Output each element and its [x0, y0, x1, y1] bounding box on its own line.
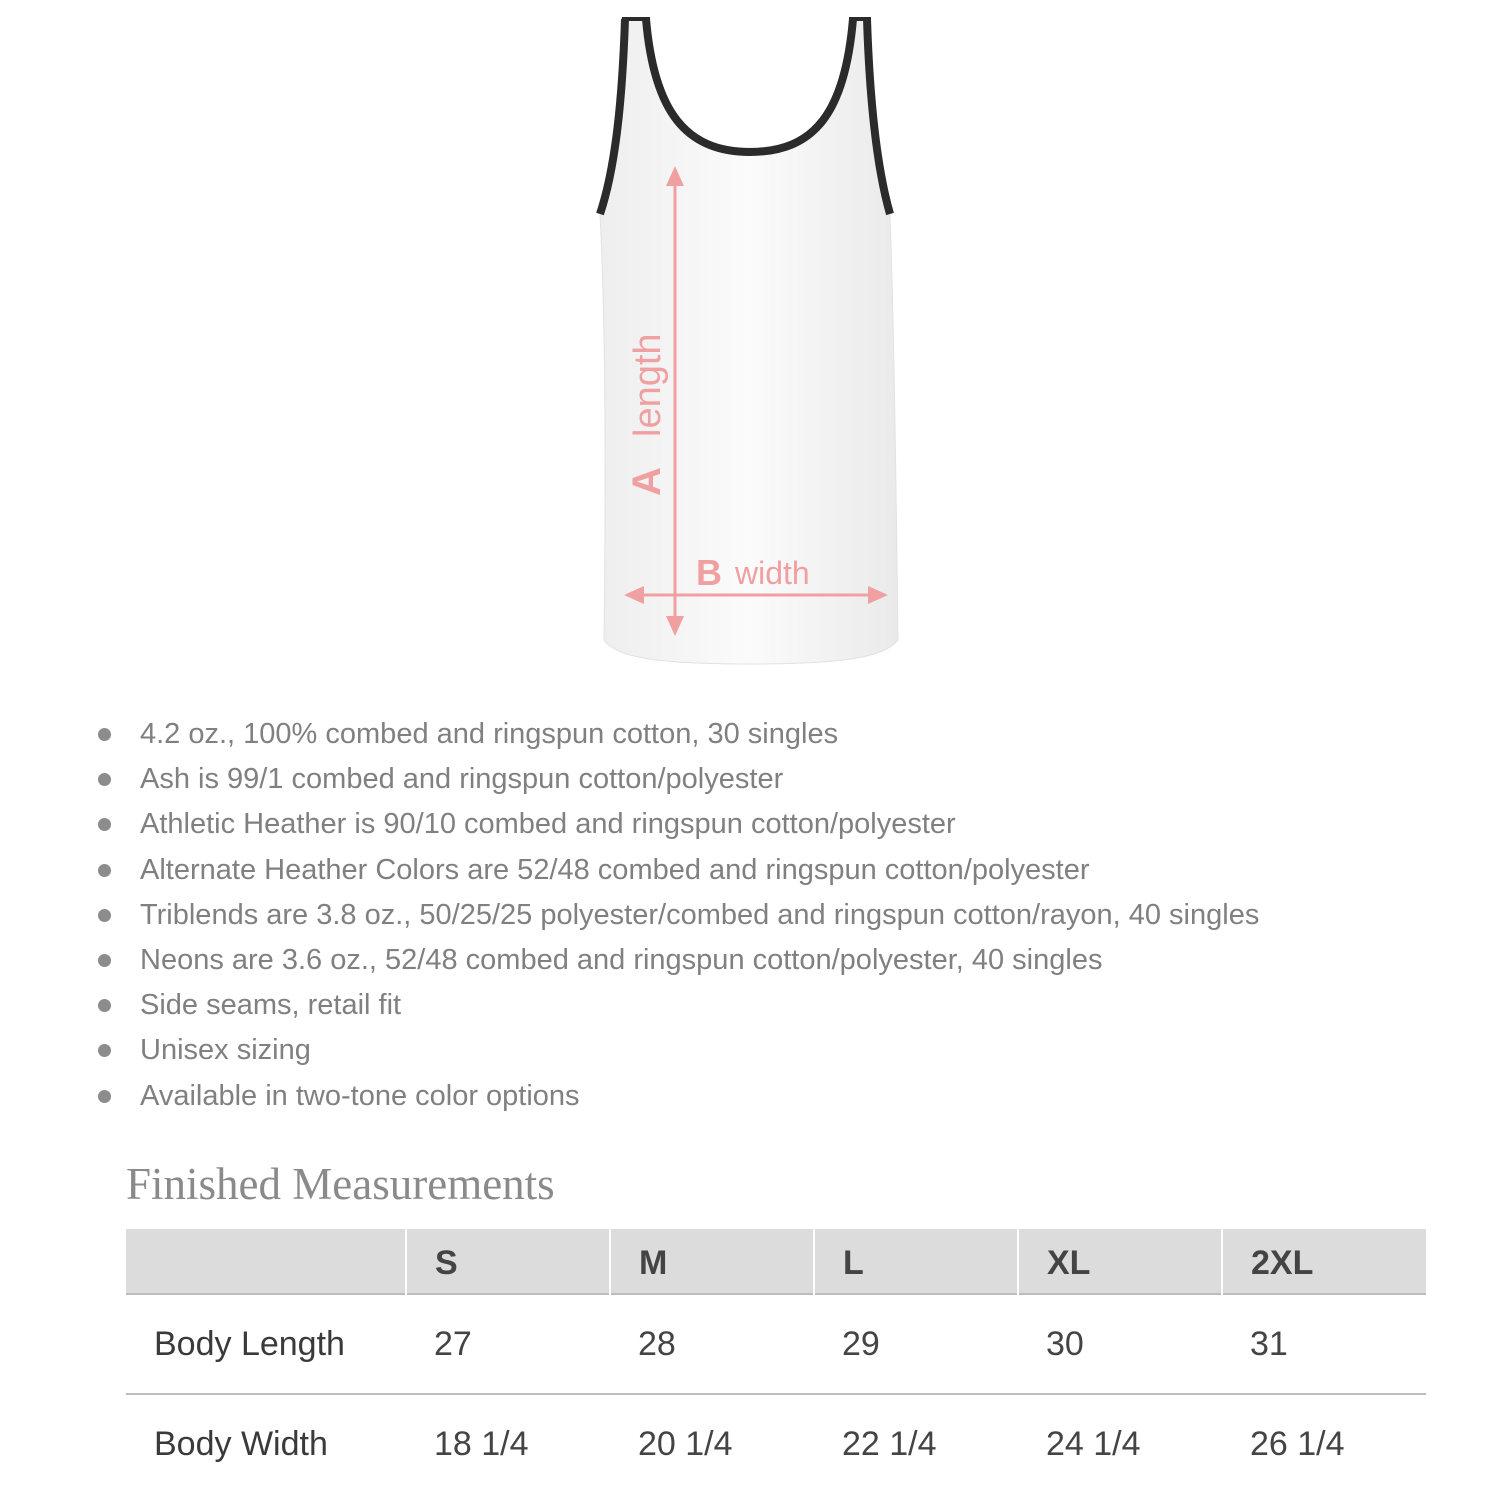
- feature-text: Available in two-tone color options: [140, 1079, 580, 1112]
- tank-top-diagram: [0, 0, 1500, 690]
- size-header-m: M: [610, 1229, 814, 1294]
- feature-item: [96, 983, 1456, 1028]
- size-chart-table: [126, 1229, 1426, 1493]
- table-cell: 27: [406, 1294, 610, 1394]
- table-row-body-width: [126, 1394, 1426, 1493]
- table-cell: 18 1/4: [434, 1424, 529, 1463]
- feature-text: 4.2 oz., 100% combed and ringspun cotton, 30 singles: [140, 718, 839, 750]
- feature-text: Alternate Heather Colors are 52/48 combed and ringspun cotton/polyester: [140, 853, 1090, 886]
- bullet-icon: [98, 773, 111, 786]
- header-blank-cell: [126, 1229, 406, 1294]
- feature-text: Unisex sizing: [140, 1034, 311, 1067]
- measurements-title: Finished Measurements: [126, 1159, 555, 1209]
- bullet-icon: [98, 1090, 111, 1103]
- table-cell: 24 1/4: [1046, 1424, 1141, 1463]
- bullet-icon: [98, 728, 111, 741]
- bullet-icon: [98, 909, 111, 922]
- bullet-icon: [98, 954, 111, 967]
- table-cell: 22 1/4: [842, 1424, 937, 1463]
- size-header-2xl: 2XL: [1222, 1229, 1426, 1294]
- row-label: Body Length: [126, 1294, 406, 1394]
- feature-item: [96, 802, 1456, 847]
- feature-text: Neons are 3.6 oz., 52/48 combed and ringspun cotton/polyester, 40 singles: [140, 943, 1103, 976]
- feature-item: [96, 757, 1456, 802]
- feature-text: Ash is 99/1 combed and ringspun cotton/polyester: [140, 763, 784, 796]
- size-header-l: L: [814, 1229, 1018, 1294]
- feature-item: [96, 1074, 1456, 1119]
- feature-text: Athletic Heather is 90/10 combed and ringspun cotton/polyester: [140, 808, 956, 841]
- table-row-body-length: [126, 1294, 1426, 1394]
- length-label: length: [627, 333, 669, 437]
- feature-item: [96, 712, 1456, 757]
- bullet-icon: [98, 999, 111, 1012]
- feature-text: Triblends are 3.8 oz., 50/25/25 polyester/combed and ringspun cotton/rayon, 40 singles: [140, 898, 1260, 931]
- row-label: Body Width: [154, 1424, 328, 1463]
- table-cell: 28: [610, 1294, 814, 1394]
- size-header-xl: XL: [1018, 1229, 1222, 1294]
- table-cell: 20 1/4: [638, 1424, 733, 1463]
- feature-item: [96, 938, 1456, 983]
- feature-list: [96, 712, 1456, 1119]
- bullet-icon: [98, 818, 111, 831]
- feature-item: [96, 1028, 1456, 1073]
- table-cell: 31: [1222, 1294, 1426, 1394]
- size-header-s: S: [406, 1229, 610, 1294]
- width-letter: B: [696, 552, 722, 593]
- feature-item: [96, 848, 1456, 893]
- bullet-icon: [98, 864, 111, 877]
- length-letter: A: [625, 467, 669, 496]
- bullet-icon: [98, 1044, 111, 1057]
- table-cell: 29: [814, 1294, 1018, 1394]
- table-cell: 26 1/4: [1250, 1424, 1345, 1463]
- feature-text: Side seams, retail fit: [140, 989, 402, 1022]
- width-label: width: [735, 555, 810, 591]
- size-header-row: [126, 1229, 1426, 1294]
- feature-item: [96, 893, 1456, 938]
- table-cell: 30: [1018, 1294, 1222, 1394]
